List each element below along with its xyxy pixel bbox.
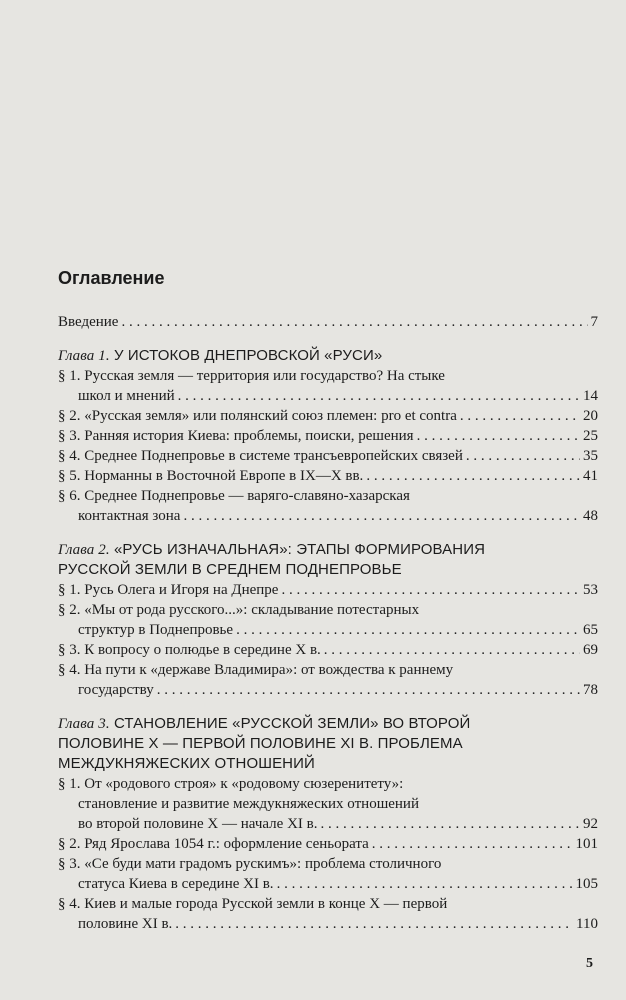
toc-entry[interactable]: § 3. К вопросу о полюдье в середине X в. . . . 69: [58, 640, 598, 660]
toc-entry[interactable]: § 2. «Мы от рода русского...»: складывание потестарных структур в Поднепровье . . . 65: [58, 600, 598, 640]
toc-entry[interactable]: § 4. На пути к «державе Владимира»: от вождества к раннему государству . . . 78: [58, 660, 598, 700]
toc-entry[interactable]: § 6. Среднее Поднепровье — варяго-славяно-хазарская контактная зона . . . 48: [58, 486, 598, 526]
toc-entry[interactable]: § 4. Киев и малые города Русской земли в конце X — первой половине XI в. . . . 110: [58, 894, 598, 934]
page-number: 5: [586, 956, 593, 971]
toc-entry[interactable]: § 1. Русская земля — территория или государство? На стыке школ и мнений . . . 14: [58, 366, 598, 406]
toc-entry[interactable]: § 2. Ряд Ярослава 1054 г.: оформление сеньората . . . 101: [58, 834, 598, 854]
toc-entry[interactable]: § 3. Ранняя история Киева: проблемы, поиски, решения . . . 25: [58, 426, 598, 446]
toc-entry[interactable]: § 5. Норманны в Восточной Европе в IX—X вв. . . . 41: [58, 466, 598, 486]
table-of-contents: [58, 312, 598, 948]
chapter-2: [58, 540, 598, 700]
toc-entry[interactable]: § 3. «Се буди мати градомъ рускимъ»: проблема столичного статуса Киева в середине XI в. . . . 105: [58, 854, 598, 894]
toc-entry[interactable]: § 4. Среднее Поднепровье в системе трансъевропейских связей . . . 35: [58, 446, 598, 466]
toc-entry-intro[interactable]: Введение . . . 7: [58, 312, 598, 332]
chapter-heading[interactable]: Глава 1. У ИСТОКОВ ДНЕПРОВСКОЙ «РУСИ»: [58, 347, 383, 364]
chapter-heading[interactable]: Глава 2. «РУСЬ ИЗНАЧАЛЬНАЯ»: ЭТАПЫ ФОРМИРОВАНИЯ РУССКОЙ ЗЕМЛИ В СРЕДНЕМ ПОДНЕПРОВЬЕ: [58, 541, 486, 578]
toc-entry[interactable]: § 1. Русь Олега и Игоря на Днепре . . . 53: [58, 580, 598, 600]
toc-entry[interactable]: § 1. От «родового строя» к «родовому сюзеренитету»: становление и развитие междукняжеских отношений во второй половине X — начале XI в. . . . 92: [58, 774, 598, 834]
toc-entry[interactable]: § 2. «Русская земля» или полянский союз племен: pro et contra . . . 20: [58, 406, 598, 426]
chapter-1: [58, 346, 598, 526]
chapter-heading[interactable]: Глава 3. СТАНОВЛЕНИЕ «РУССКОЙ ЗЕМЛИ» ВО ВТОРОЙ ПОЛОВИНЕ X — ПЕРВОЙ ПОЛОВИНЕ XI В. ПРОБЛЕМА МЕЖДУКНЯЖЕСКИХ ОТНОШЕНИЙ: [58, 715, 471, 772]
chapter-3: [58, 714, 598, 934]
toc-title: Оглавление: [58, 268, 165, 288]
